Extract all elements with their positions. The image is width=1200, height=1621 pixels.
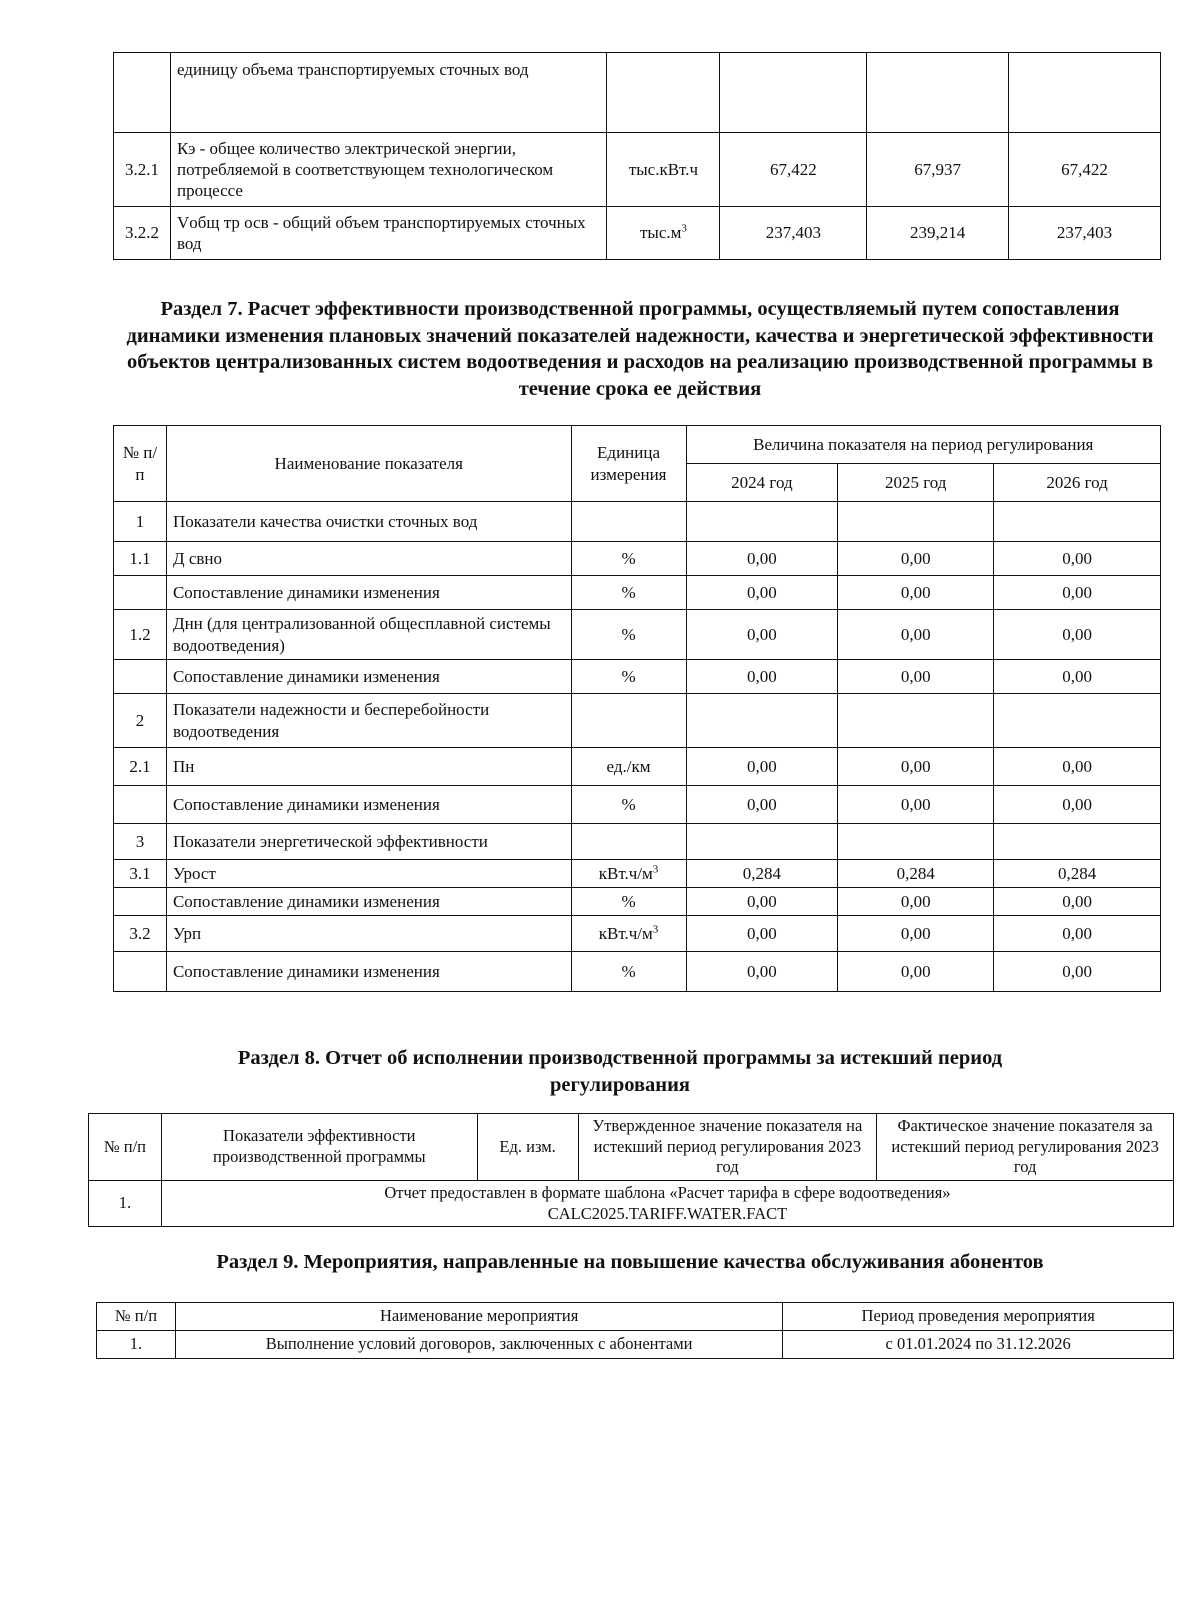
- event-period: с 01.01.2024 по 31.12.2026: [783, 1331, 1174, 1359]
- table-row: [114, 916, 1161, 952]
- row-number: 2.1: [114, 748, 167, 786]
- header-row: [97, 1303, 1174, 1331]
- header-unit: Ед. изм.: [477, 1114, 578, 1181]
- event-name: Выполнение условий договоров, заключенных с абонентами: [175, 1331, 782, 1359]
- header-actual-value: Фактическое значение показателя за истекший период регулирования 2023 год: [877, 1114, 1174, 1181]
- unit-text: ед./км: [606, 756, 651, 776]
- table-row: [114, 502, 1161, 542]
- unit-text: %: [621, 891, 636, 911]
- value-2024: 0,00: [686, 748, 838, 786]
- value-2024: 0,00: [686, 786, 838, 824]
- header-row: [89, 1114, 1174, 1181]
- section7-title: Раздел 7. Расчет эффективности производственной программы, осуществляемый путем сопоставления динамики изменения плановых значений показателей надежности, качества и энергетической эффективности объектов централизованных систем водоотведения и расходов на реализацию производственной программы в течение срока ее действия: [126, 298, 1154, 400]
- header-event-name: Наименование мероприятия: [175, 1303, 782, 1331]
- indicator-name: Сопоставление динамики изменения: [166, 786, 571, 824]
- unit-cell: [571, 660, 686, 694]
- continuation-table: [113, 52, 1161, 260]
- section9-title: Раздел 9. Мероприятия, направленные на повышение качества обслуживания абонентов: [216, 1251, 1044, 1273]
- table-row: [114, 748, 1161, 786]
- value-2024: 0,284: [686, 860, 838, 888]
- table-row: [114, 576, 1161, 610]
- value-2025: 0,00: [838, 748, 994, 786]
- row-number: 1.: [97, 1331, 176, 1359]
- header-indicators: Показатели эффективности производственной программы: [161, 1114, 477, 1181]
- value-2024: 0,00: [686, 660, 838, 694]
- indicator-name: Показатели качества очистки сточных вод: [166, 502, 571, 542]
- value-cell: 239,214: [867, 207, 1009, 260]
- table-row: [114, 542, 1161, 576]
- row-number: [114, 576, 167, 610]
- indicator-name: Показатели надежности и бесперебойности водоотведения: [166, 694, 571, 748]
- unit-text: %: [621, 548, 636, 568]
- row-number: [114, 53, 171, 133]
- table-row: [114, 694, 1161, 748]
- row-number: 2: [114, 694, 167, 748]
- table-row: [114, 660, 1161, 694]
- unit-cell: [571, 576, 686, 610]
- row-number: [114, 660, 167, 694]
- value-2025: [838, 694, 994, 748]
- value-2025: 0,00: [838, 610, 994, 660]
- indicator-name: Днн (для централизованной общесплавной системы водоотведения): [166, 610, 571, 660]
- unit-cell: [571, 542, 686, 576]
- value-2026: 0,00: [994, 610, 1161, 660]
- table-row: [97, 1331, 1174, 1359]
- table-row: [114, 952, 1161, 992]
- indicator-name: Сопоставление динамики изменения: [166, 660, 571, 694]
- row-number: 3: [114, 824, 167, 860]
- unit-text: кВт.ч/м: [598, 923, 653, 943]
- value-2025: 0,00: [838, 660, 994, 694]
- row-number: 3.1: [114, 860, 167, 888]
- value-cell: 67,422: [720, 133, 867, 207]
- table-row: [114, 786, 1161, 824]
- unit-text: %: [621, 961, 636, 981]
- unit-cell: [571, 824, 686, 860]
- unit-cell: тыс.кВт.ч: [607, 133, 720, 207]
- unit-text: %: [621, 582, 636, 602]
- indicator-name: Пн: [166, 748, 571, 786]
- value-2026: 0,00: [994, 916, 1161, 952]
- unit-exponent: 3: [652, 923, 659, 936]
- table-row: [114, 207, 1161, 260]
- indicator-name: Показатели энергетической эффективности: [166, 824, 571, 860]
- value-2024: [686, 502, 838, 542]
- value-2026: 0,00: [994, 542, 1161, 576]
- row-number: [114, 888, 167, 916]
- unit-text: %: [621, 794, 636, 814]
- table-row: [89, 1180, 1174, 1226]
- unit-text: кВт.ч/м: [598, 863, 653, 883]
- value-cell: 67,937: [867, 133, 1009, 207]
- section9-table: [96, 1302, 1174, 1359]
- row-number: 3.2.1: [114, 133, 171, 207]
- value-2026: 0,00: [994, 952, 1161, 992]
- header-year-2024: 2024 год: [686, 464, 838, 502]
- table-row: [114, 53, 1161, 133]
- header-row: [114, 426, 1161, 464]
- table-row: [114, 824, 1161, 860]
- section7-table: [113, 425, 1161, 992]
- header-number: № п/п: [114, 426, 167, 502]
- unit-cell: [607, 53, 720, 133]
- value-2024: 0,00: [686, 888, 838, 916]
- value-cell: 237,403: [1009, 207, 1161, 260]
- value-2026: 0,00: [994, 888, 1161, 916]
- value-2026: 0,00: [994, 660, 1161, 694]
- indicator-name: Кэ - общее количество электрической энергии, потребляемой в соответствующем технологическом процессе: [170, 133, 606, 207]
- value-2024: [686, 824, 838, 860]
- unit-cell: [571, 610, 686, 660]
- value-2026: [994, 824, 1161, 860]
- unit-text: %: [621, 666, 636, 686]
- unit-text: %: [621, 624, 636, 644]
- value-2025: 0,00: [838, 786, 994, 824]
- value-2026: [994, 694, 1161, 748]
- header-name: Наименование показателя: [166, 426, 571, 502]
- value-2026: 0,284: [994, 860, 1161, 888]
- unit-cell: [571, 952, 686, 992]
- row-number: 1.1: [114, 542, 167, 576]
- header-event-period: Период проведения мероприятия: [783, 1303, 1174, 1331]
- header-number: № п/п: [97, 1303, 176, 1331]
- row-number: [114, 786, 167, 824]
- indicator-name: Сопоставление динамики изменения: [166, 952, 571, 992]
- row-number: 3.2.2: [114, 207, 171, 260]
- unit-cell: $тыс.м^3$: [607, 207, 720, 260]
- section8-title: Раздел 8. Отчет об исполнении производственной программы за истекший период регулирования: [237, 1047, 1003, 1096]
- value-2025: [838, 502, 994, 542]
- value-2025: [838, 824, 994, 860]
- header-number: № п/п: [89, 1114, 162, 1181]
- value-2026: 0,00: [994, 786, 1161, 824]
- indicator-name: Урп: [166, 916, 571, 952]
- section7-body: [114, 502, 1161, 992]
- unit-cell: [571, 786, 686, 824]
- table-row: [114, 888, 1161, 916]
- value-cell: [867, 53, 1009, 133]
- indicator-name: Д свно: [166, 542, 571, 576]
- table-row: [114, 610, 1161, 660]
- value-2025: 0,00: [838, 542, 994, 576]
- unit-cell: [571, 888, 686, 916]
- row-number: 1.2: [114, 610, 167, 660]
- value-cell: [1009, 53, 1161, 133]
- value-2024: 0,00: [686, 542, 838, 576]
- unit-cell: [571, 502, 686, 542]
- table-row: [114, 860, 1161, 888]
- row-number: 3.2: [114, 916, 167, 952]
- report-template-code: CALC2025.TARIFF.WATER.FACT: [547, 1203, 788, 1223]
- value-2025: 0,284: [838, 860, 994, 888]
- value-2024: [686, 694, 838, 748]
- indicator-name: единицу объема транспортируемых сточных вод: [170, 53, 606, 133]
- indicator-name: Сопоставление динамики изменения: [166, 576, 571, 610]
- row-number: [114, 952, 167, 992]
- indicator-name: Vобщ тр осв - общий объем транспортируемых сточных вод: [170, 207, 606, 260]
- unit-exponent: 3: [652, 863, 659, 876]
- header-year-2025: 2025 год: [838, 464, 994, 502]
- value-2025: 0,00: [838, 952, 994, 992]
- indicator-name: Сопоставление динамики изменения: [166, 888, 571, 916]
- value-2025: 0,00: [838, 916, 994, 952]
- header-approved-value: Утвержденное значение показателя на истекший период регулирования 2023 год: [578, 1114, 877, 1181]
- value-cell: 67,422: [1009, 133, 1161, 207]
- value-2025: 0,00: [838, 888, 994, 916]
- report-note-text: Отчет предоставлен в формате шаблона «Расчет тарифа в сфере водоотведения»: [384, 1182, 951, 1202]
- value-2024: 0,00: [686, 576, 838, 610]
- value-cell: [720, 53, 867, 133]
- header-period-group: Величина показателя на период регулирования: [686, 426, 1161, 464]
- indicator-name: Урост: [166, 860, 571, 888]
- value-2026: 0,00: [994, 748, 1161, 786]
- value-2026: [994, 502, 1161, 542]
- header-year-2026: 2026 год: [994, 464, 1161, 502]
- unit-cell: [571, 916, 686, 952]
- value-2024: 0,00: [686, 916, 838, 952]
- unit-cell: [571, 860, 686, 888]
- unit-cell: [571, 694, 686, 748]
- value-cell: 237,403: [720, 207, 867, 260]
- row-number: 1.: [89, 1180, 162, 1226]
- table-row: [114, 133, 1161, 207]
- report-note: [161, 1180, 1173, 1226]
- unit-cell: [571, 748, 686, 786]
- value-2026: 0,00: [994, 576, 1161, 610]
- section8-table: [88, 1113, 1174, 1227]
- header-unit: Единица измерения: [571, 426, 686, 502]
- value-2024: 0,00: [686, 952, 838, 992]
- value-2024: 0,00: [686, 610, 838, 660]
- value-2025: 0,00: [838, 576, 994, 610]
- row-number: 1: [114, 502, 167, 542]
